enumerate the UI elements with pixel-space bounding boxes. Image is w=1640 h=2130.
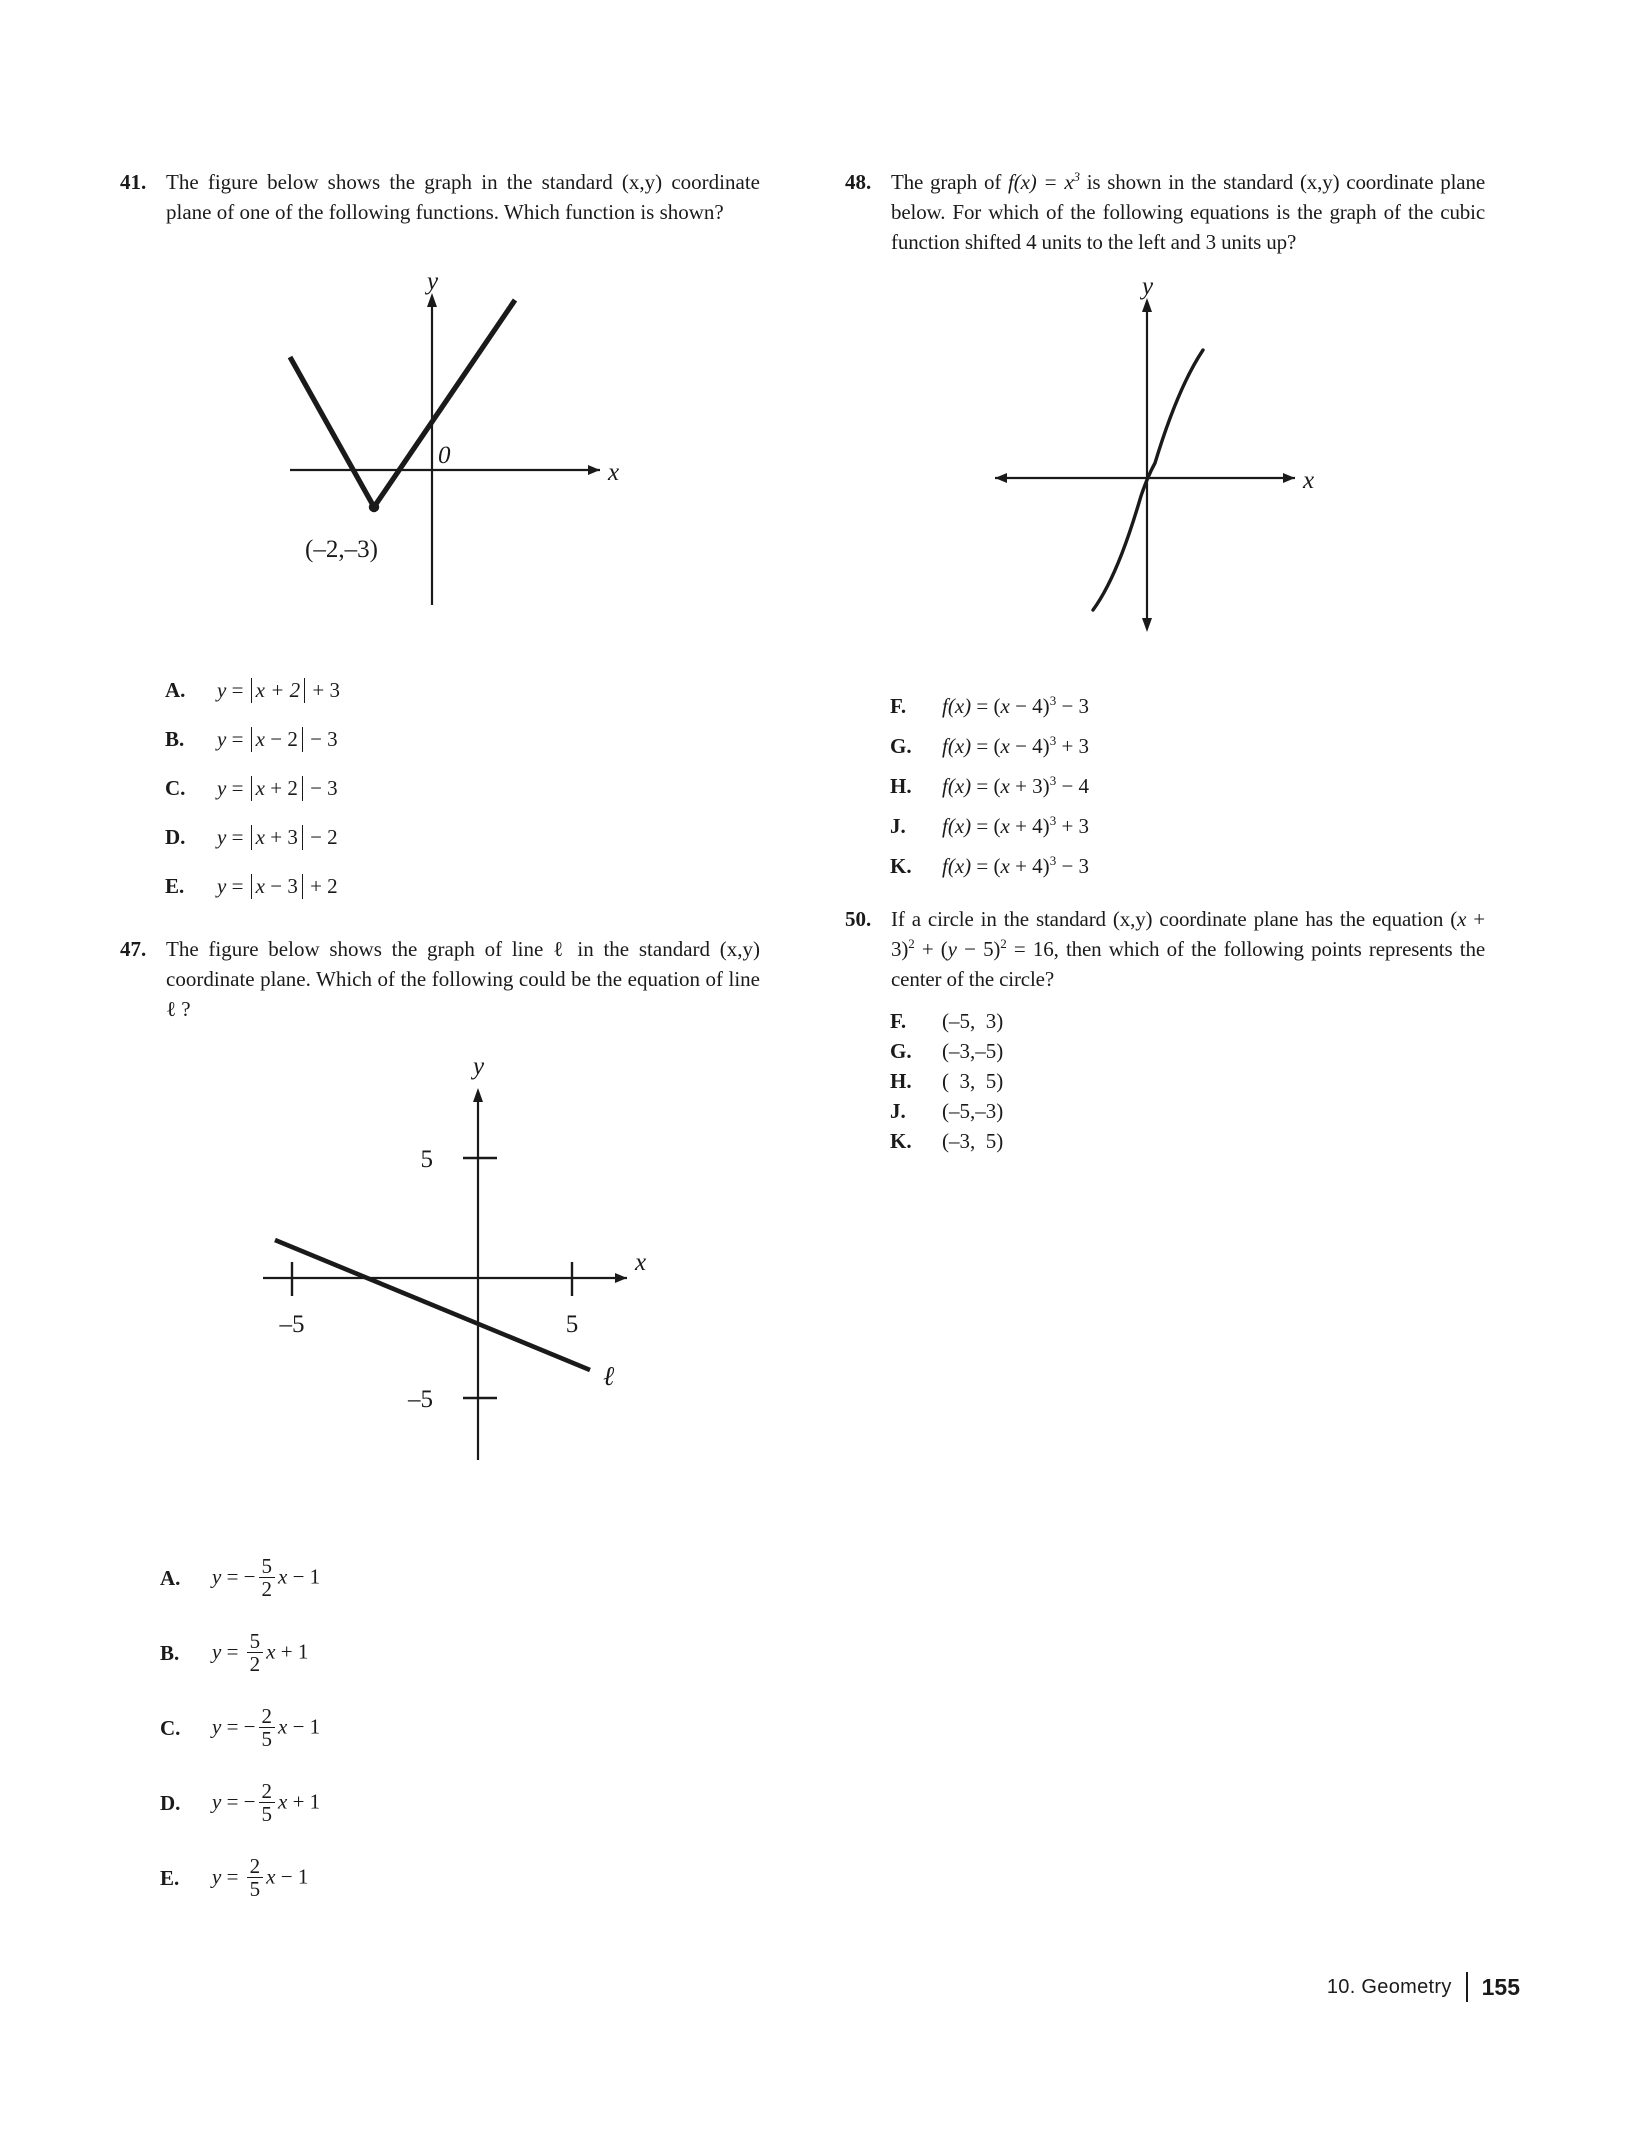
choice-f[interactable] — [890, 1006, 1290, 1036]
question-48-choices — [890, 686, 1310, 886]
line-label: ℓ — [603, 1361, 615, 1391]
choice-j[interactable] — [890, 1096, 1290, 1126]
choice-e-label: E. — [160, 1866, 180, 1890]
question-48-header — [845, 168, 1485, 257]
choice-b-expression: y = $\frac{5}{2}$ x + 1 — [212, 1628, 309, 1676]
choice-c[interactable] — [160, 1691, 590, 1766]
choice-e[interactable] — [165, 862, 595, 911]
choice-f-label: F. — [890, 693, 907, 718]
choice-c-expression: y = x + 2 − 3 — [217, 776, 338, 800]
choice-h[interactable] — [890, 1066, 1290, 1096]
choice-a-label: A. — [165, 678, 186, 702]
choice-c[interactable] — [165, 764, 595, 813]
choice-a-expression: y = − $\frac{5}{2}$ x − 1 — [212, 1553, 321, 1601]
choice-b-label: B. — [165, 727, 185, 751]
question-50 — [845, 905, 1485, 994]
y-tick-label-5: 5 — [420, 1146, 433, 1173]
choice-b-label: B. — [160, 1641, 180, 1665]
choice-e-expression: y = x − 3 + 2 — [217, 874, 338, 898]
footer-section-label: 10. Geometry — [1326, 1975, 1452, 1998]
question-41 — [120, 168, 760, 228]
choice-g-value: (–3,–5) — [942, 1038, 1004, 1063]
question-48-number: 48. — [845, 170, 872, 194]
choice-a-label: A. — [160, 1566, 181, 1590]
y-axis-arrow — [1142, 298, 1152, 312]
x-tick-label-neg5: –5 — [279, 1311, 305, 1338]
y-axis-label: y — [473, 1053, 485, 1080]
choice-h-expression: $f(x) = (x + 3)^3 - 4$ — [942, 772, 1090, 798]
question-47-choices — [160, 1541, 590, 1916]
choice-j-label: J. — [890, 1098, 906, 1123]
question-50-text: If a circle in the standard (x,y) coordinate plane has the equation $(x + 3)^2 + (y - 5)^2 = 16$, then which of the following points represents the center of the circle? — [891, 907, 1485, 991]
question-48-figure — [975, 280, 1325, 640]
question-41-text: The figure below shows the graph in the standard (x,y) coordinate plane of one of the following functions. Which function is shown? — [166, 170, 760, 224]
choice-h-value: ( 3, 5) — [942, 1068, 1004, 1093]
question-41-header — [120, 168, 760, 228]
y-axis-label: y — [427, 275, 439, 295]
y-axis-label: y — [1142, 280, 1154, 300]
y-axis-arrow — [473, 1088, 483, 1102]
choice-k-label: K. — [890, 853, 912, 878]
choice-a[interactable] — [160, 1541, 590, 1616]
choice-g-label: G. — [890, 1038, 912, 1063]
choice-j-label: J. — [890, 813, 906, 838]
x-axis-arrow — [615, 1273, 627, 1283]
absolute-value-graph — [270, 275, 640, 625]
choice-f[interactable] — [890, 686, 1310, 726]
choice-d-label: D. — [160, 1791, 181, 1815]
question-41-choices — [165, 666, 595, 911]
x-axis-arrow — [588, 465, 600, 475]
q50-circle-equation: $(x + 3)^2 + (y - 5)^2 = 16$ — [891, 907, 1485, 961]
choice-h-label: H. — [890, 1068, 912, 1093]
question-47-header — [120, 935, 760, 1024]
question-48-text: The graph of $f(x) = x^3$ is shown in the standard (x,y) coordinate plane below. For which of the following equations is the graph of the cubic function shifted 4 units to the left and 3 units up? — [891, 169, 1485, 254]
choice-d[interactable] — [160, 1766, 590, 1841]
x-axis-label: x — [635, 1249, 647, 1276]
choice-g[interactable] — [890, 1036, 1290, 1066]
line-graph — [235, 1040, 655, 1480]
question-47-figure — [235, 1040, 655, 1480]
absolute-value-curve — [290, 300, 515, 507]
choice-b[interactable] — [160, 1616, 590, 1691]
choice-g-expression: $f(x) = (x - 4)^3 + 3$ — [942, 732, 1090, 758]
question-47 — [120, 935, 760, 1024]
cubic-graph — [975, 280, 1325, 640]
question-48 — [845, 168, 1485, 257]
choice-e-label: E. — [165, 874, 185, 898]
q48-function-expr: $f(x) = x^3$ — [1008, 169, 1080, 194]
y-axis-down-arrow — [1142, 618, 1152, 632]
choice-d-expression: y = − $\frac{2}{5}$ x + 1 — [212, 1778, 321, 1826]
choice-c-expression: y = − $\frac{2}{5}$ x − 1 — [212, 1703, 321, 1751]
choice-h-label: H. — [890, 773, 912, 798]
footer-page-number: 155 — [1481, 1973, 1520, 2000]
footer-divider — [1466, 1972, 1468, 2002]
vertex-label: (–2,–3) — [305, 536, 378, 563]
question-47-text: The figure below shows the graph of line ℓ in the standard (x,y) coordinate plane. Which of the following could be the equation of line ℓ ? — [166, 937, 760, 1021]
choice-a-expression: y = x + 2 + 3 — [217, 678, 341, 702]
question-41-number: 41. — [120, 170, 147, 194]
choice-d[interactable] — [165, 813, 595, 862]
choice-k-expression: $f(x) = (x + 4)^3 - 3$ — [942, 852, 1090, 878]
question-50-header — [845, 905, 1485, 994]
x-axis-label: x — [1303, 467, 1315, 494]
question-50-choices — [890, 1006, 1290, 1156]
choice-f-label: F. — [890, 1008, 907, 1033]
choice-k[interactable] — [890, 846, 1310, 886]
choice-d-label: D. — [165, 825, 186, 849]
choice-g[interactable] — [890, 726, 1310, 766]
question-50-number: 50. — [845, 907, 872, 931]
choice-c-label: C. — [160, 1716, 181, 1740]
choice-j-value: (–5,–3) — [942, 1098, 1004, 1123]
x-axis-arrow — [1283, 473, 1295, 483]
choice-a[interactable] — [165, 666, 595, 715]
choice-f-value: (–5, 3) — [942, 1008, 1004, 1033]
page-footer — [1327, 1972, 1520, 2002]
choice-k[interactable] — [890, 1126, 1290, 1156]
choice-g-label: G. — [890, 733, 912, 758]
choice-e-expression: y = $\frac{2}{5}$ x − 1 — [212, 1853, 309, 1901]
choice-b[interactable] — [165, 715, 595, 764]
y-axis-arrow — [427, 293, 437, 307]
origin-label: 0 — [438, 442, 451, 469]
choice-h[interactable] — [890, 766, 1310, 806]
x-axis-label: x — [608, 459, 620, 486]
x-axis-left-arrow — [995, 473, 1007, 483]
y-tick-label-neg5: –5 — [408, 1386, 433, 1413]
choice-e[interactable] — [160, 1841, 590, 1916]
question-41-figure — [270, 275, 640, 625]
choice-c-label: C. — [165, 776, 186, 800]
choice-f-expression: $f(x) = (x - 4)^3 - 3$ — [942, 692, 1090, 718]
choice-j[interactable] — [890, 806, 1310, 846]
choice-k-label: K. — [890, 1128, 912, 1153]
vertex-point — [369, 502, 379, 512]
choice-k-value: (–3, 5) — [942, 1128, 1004, 1153]
choice-j-expression: $f(x) = (x + 4)^3 + 3$ — [942, 812, 1090, 838]
choice-b-expression: y = x − 2 − 3 — [217, 727, 338, 751]
question-47-number: 47. — [120, 937, 147, 961]
choice-d-expression: y = x + 3 − 2 — [217, 825, 338, 849]
x-tick-label-5: 5 — [565, 1311, 579, 1338]
line-l — [275, 1240, 590, 1370]
